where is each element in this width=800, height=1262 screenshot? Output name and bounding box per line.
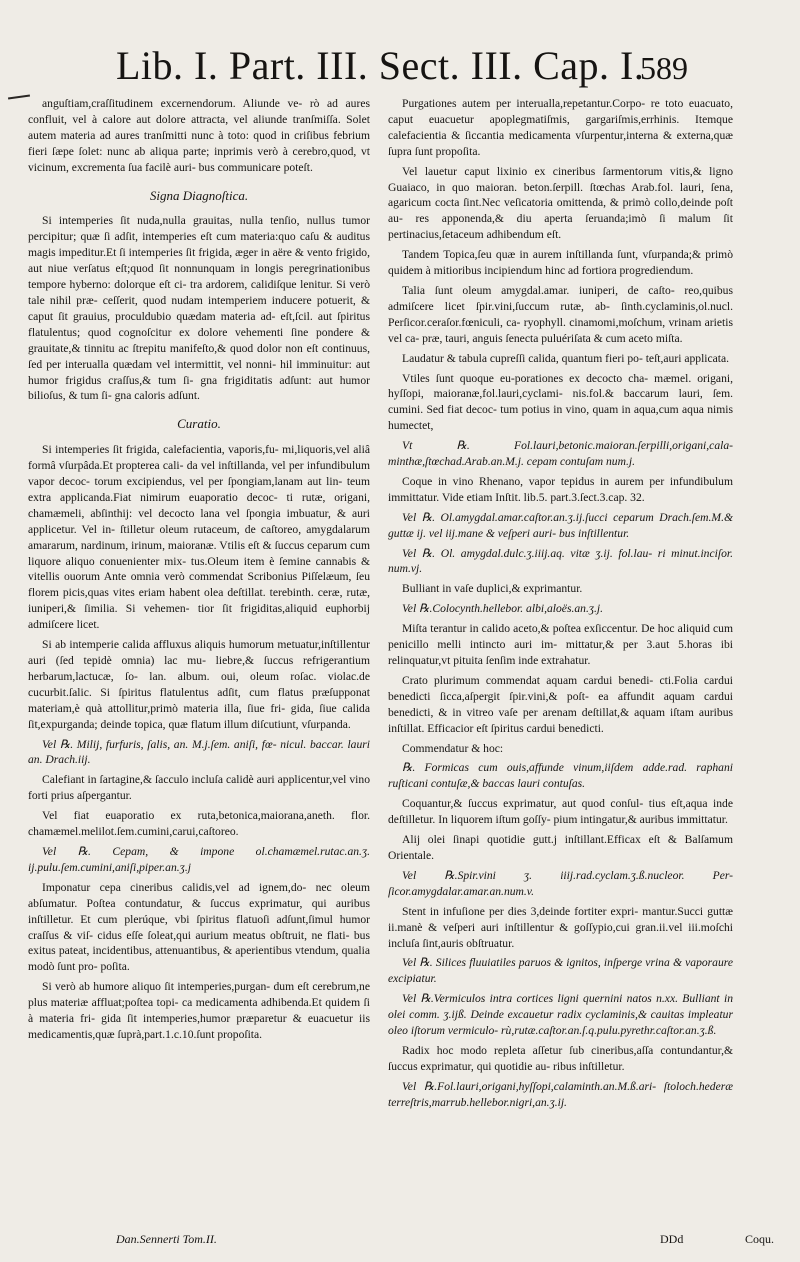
recipe-paragraph: Vel ℞.Vermiculos intra cortices ligni quernini natos n.xx. Bulliant in olei comm. ʒ.ijß. Deinde excauetur radix cyclaminis,& cauitas impleatur oleo iſtorum vermiculo- rù,rutæ.caſtor.an.ſ.q.pulu.pyrethr.caſtor.an.ʒ.ß. <box>388 992 733 1038</box>
recipe-paragraph: Vel ℞. Silices fluuiatiles paruos & ignitos, inſperge vrina & vaporaure excipiatur. <box>388 956 733 986</box>
body-paragraph: Stent in infuſione per dies 3,deinde fortiter expri- mantur.Succi guttæ ii.manè & veſperi auri inſtillentur & goſſypio,cui gran.ii.vel iii.moſchi incluſa ſint,auris obſtruatur. <box>388 904 733 950</box>
recipe-paragraph: Vel ℞. Milij, furfuris, ſalis, an. M.j.ſem. aniſi, fœ- nicul. baccar. lauri an. Drach.iij. <box>28 737 370 767</box>
author-footer: Dan.Sennerti Tom.II. <box>116 1232 217 1246</box>
signature-mark: DDd <box>660 1232 684 1246</box>
body-paragraph: Vtiles ſunt quoque eu-porationes ex decocto cha- mæmel. origani, hyſſopi, maioranæ,fol.lauri,cyclami- nis.fol.& baccarum lauri, ſem. cumini. Sed fiat decoc- tum potius in vino, quam in aqua,cum aqua nimis humectet, <box>388 371 733 433</box>
body-paragraph: Calefiant in ſartagine,& ſacculo incluſa calidè auri applicentur,vel vino forti prius aſpergantur. <box>28 773 370 803</box>
body-paragraph: Vel fiat euaporatio ex ruta,betonica,maiorana,aneth. flor. chamæmel.melilot.ſem.cumini,carui,caſtoreo. <box>28 809 370 839</box>
body-paragraph: Imponatur cepa cineribus calidis,vel ad ignem,do- nec oleum abſumatur. Poſtea contundatur, & ſuccus exprimatur, qui auribus inſtilletur. Et cum plerúque, vbi ſpiritus flatuoſi adſunt,ſimul humor craſſus & viſ- cidus eſſe ſoleat,qui aurium meatus obſtruit, ne flati- bus exitus pateat, incidentibus, attenuantibus, & aperientibus vtendum, qualia modò ſunt pro- poſita. <box>28 880 370 974</box>
left-column <box>28 96 370 1047</box>
body-paragraph: anguſtiam,craſſitudinem excernendorum. Aliunde ve- rò ad aures confluit, vel à calore aut dolore attracta, vel aliunde tranſmiſſa. Solet autem materia ad aures tranſmitti nunc à toto: quod in criſibus febrium fieri ſæpe ſolet: nunc ab aliqua parte; inprimis verò à cerebro,quod, vt vicinum, excrementa ſua facilè auri- bus communicare poteſt. <box>28 97 370 174</box>
running-head: Lib. I. Part. III. Sect. III. Cap. I. <box>116 43 645 88</box>
body-paragraph: Bulliant in vaſe duplici,& exprimantur. <box>402 582 583 596</box>
body-paragraph: Laudatur & tabula cupreſſi calida, quantum fieri po- teſt,auri applicata. <box>402 351 730 365</box>
recipe-paragraph: Vel ℞.Fol.lauri,origani,hyſſopi,calaminth.an.M.ß.ari- ſtoloch.hederæ terreſtris,marrub.hellebor.nigri,an.ʒ.ij. <box>388 1079 733 1109</box>
body-paragraph: Si intemperies ſit nuda,nulla grauitas, nulla tenſio, nullus tumor percipitur; quæ ſi adſit, intemperies eſt cum materia:quo caſu & auditus magis impeditur.Et ſi intemperies ſit frigida, æger in aëre & vento frigido, aut niue verſatus eſt;quod ſit nonnunquam in longis peregrinationibus tempore hyberno: dolorque eſt ci- tra ardorem, calidiſque lenitur. Si verò tale nihil præ- ceſſerit, quod nudam intemperiem inducere potuerit, & caput ſit grauius, proculdubio quædam materia ad- eſt,ſcil. aut ſpiritus flatulentus; quod cognoſcitur ex dolore vehementi ſine pondere & grauitate,& tinnitu ac ſtrepitu manifeſto,& quod dolor non eſt continuus, ſed per interualla quædam vel intermittit, vel nonni- hil imminuitur: aut humor frigidus craſſus,& tum ſi- gna frigiditatis adſunt: aut humor bilioſus, & tum ſi- gna caloris adſunt. <box>28 214 370 403</box>
body-paragraph: Coque in vino Rhenano, vapor tepidus in aurem per infundibulum immittatur. Vide etiam Inſtit. lib.5. part.3.ſect.3.cap. 32. <box>388 474 733 504</box>
body-paragraph: Si verò ab humore aliquo ſit intemperies,purgan- dum eſt cerebrum,ne plus materiæ affluat;poſtea topi- ca medicamenta adhibenda.Et quidem ſi à materia fri- gida ſit intemperies,humor præparetur & euacuetur iis medicamentis,quæ ſuprà,part.1.c.10.ſunt propoſita. <box>28 980 370 1041</box>
recipe-paragraph: ℞. Formicas cum ouis,affunde vinum,iiſdem adde.rad. raphani ruſticani contuſæ,& baccas lauri contuſas. <box>388 761 733 791</box>
section-heading: Curatio. <box>177 416 221 432</box>
catchword: Coqu. <box>745 1232 775 1246</box>
body-paragraph: Vel lauetur caput lixinio ex cineribus ſarmentorum vitis,& ligno Guaiaco, in quo maioran. beton.ſerpill. ſtœchas Arab.fol. lauri, ſena, agaricum cocta ſint.Nec veſicatoria omittenda, & primò collo,deinde poſt au- res apponenda,& diu aperta ſeruanda;imò ſi malum ſit pertinacius,ſetaceum adhibendum eſt. <box>388 164 733 242</box>
body-paragraph: Si ab intemperie calida affluxus aliquis humorum metuatur,inſtillentur auri (ſed tepidè omnia) lac mu- liebre,& ſuccus refrigerantium herbarum,lactucæ, ſo- lan. album. oui, oleum roſac. violac.de cucurbit.ſalic. Si ſpiritus flatulentus adſit, cum flatus præſupponat materiam,è quà attollitur,primò materia illa, ſiue fri- gida, ſiue calida ſit,expurganda; deinde topica, quæ flatum illum diſcutiunt, vſurpanda. <box>28 638 370 731</box>
body-paragraph: Miſta terantur in calido aceto,& poſtea exſiccentur. De hoc aliquid cum penicillo melli intincto auri im- mittatur,& per 3.aut 5.horas ibi relinquatur,vt pituita ſenſim inde extrahatur. <box>388 622 733 667</box>
recipe-paragraph: Vel ℞. Cepam, & impone ol.chamæmel.rutac.an.ʒ. ij.pulu.ſem.cumini,aniſi,piper.an.ʒ.j <box>28 844 370 874</box>
recipe-paragraph: Vel ℞.Colocynth.hellebor. albi,aloës.an.ʒ.j. <box>402 602 604 616</box>
body-paragraph: Alij olei ſinapi quotidie gutt.j inſtillant.Efficax eſt & Balſamum Orientale. <box>388 833 733 862</box>
recipe-paragraph: Vel ℞. Ol.amygdal.amar.caſtor.an.ʒ.ij.ſucci ceparum Drach.ſem.M.& guttæ ij. vel iij.mane & veſperi auri- bus inſtillentur. <box>388 510 733 540</box>
body-paragraph: Talia ſunt oleum amygdal.amar. iuniperi, de caſto- reo,quibus admiſcere licet ſpir.vini,ſuccum rutæ, ab- ſinth.cyclaminis,ol.nucl. Perſicor.ceraſor.fœniculi, ca- ryophyll. cinamomi,moſchum, vrinam arietis vel ca- præ, tauri, anguis ſenecta puluériſata & cum aceto miſta. <box>388 283 733 345</box>
body-paragraph: Crato plurimum commendat aquam cardui benedi- cti.Folia cardui benedicti ſicca,aſpergit ſpir.vini,& poſt- ea affundit aquam cardui benedicti, & in vitreo vaſe per arenam deſtillat,& aquam iſtam auribus inſtillat. Efficacior eſt ſpiritus cardui benedicti. <box>388 673 733 735</box>
body-paragraph: Purgationes autem per interualla,repetantur.Corpo- re toto euacuato, caput euacuetur apoplegmatiſmis, gargariſmis,errhinis. Itemque calefacientia & ſiccantia medicamenta vſurpentur,interna & externa,quæ ſupra ſunt propoſita. <box>388 97 733 158</box>
body-paragraph: Tandem Topica,ſeu quæ in aurem inſtillanda ſunt, vſurpanda;& primò quidem à mitioribus incipiendum hinc ad fortiora progrediendum. <box>388 248 733 278</box>
recipe-paragraph: Vel ℞.Spir.vini ʒ. iiij.rad.cyclam.ʒ.ß.nucleor. Per- ſicor.amygdalar.amar.an.num.v. <box>388 868 733 898</box>
body-paragraph: Radix hoc modo repleta aſſetur ſub cineribus,aſſa contundantur,& ſuccus exprimatur, qui quotidie au- ribus inſtilletur. <box>388 1043 733 1073</box>
recipe-paragraph: Vel ℞. Ol. amygdal.dulc.ʒ.iiij.aq. vitæ ʒ.ij. fol.lau- ri minut.inciſor. num.vj. <box>388 546 733 576</box>
page-header <box>0 30 800 90</box>
section-heading: Signa Diagnoſtica. <box>149 187 249 203</box>
body-paragraph: Si intemperies ſit frigida, calefacientia, vaporis,fu- mi,liquoris,vel aliâ formâ vſurpâda.Et propterea cali- da vel inſtillanda, vel per infundibulum vapor decoc- torum excipiendus, vel per ſpongiam,lanam aut lin- teum extra applicanda.Fiat nimirum euaporatio decoc- ti rutæ, origani, chamæmeli, abſinthij: vel decocto lana vel ſpongia imbuatur, & auri applicetur. Vel in- ſtilletur oleum rutaceum, de caſtoreo, amygdalarum amararum, nardinum, irinum, maioranæ. Vtilis eſt & ſuccus ceparum cum liquore aliquo conuenienter mix- tus.Oleum item è ſemine cannabis & vitellis ouorum Ante omnia verò commendat Scribonius Piſſelæum, ſeu florem picis,quas vites eriam habent olea deſtillat. terebinth. ceræ, rutæ, iuniperi,& ſimilia. Si vehemen- tior ſit frigiditas,aliquid euphorbij admiſcere licet. <box>28 443 370 632</box>
body-paragraph: Commendatur & hoc: <box>402 741 504 755</box>
margin-mark <box>8 94 30 99</box>
right-column <box>388 96 733 1115</box>
recipe-paragraph: Vt ℞. Fol.lauri,betonic.maioran.ſerpilli,origani,cala- minthæ,ſtœchad.Arab.an.M.j. cepam contuſam num.j. <box>388 439 733 469</box>
page-number: 589 <box>640 50 688 86</box>
body-paragraph: Coquantur,& ſuccus exprimatur, aut quod conſul- tius eſt,aqua inde deſtilletur. In liquorem iſtum goſſy- pium intingatur,& auribus immittatur. <box>388 797 733 827</box>
